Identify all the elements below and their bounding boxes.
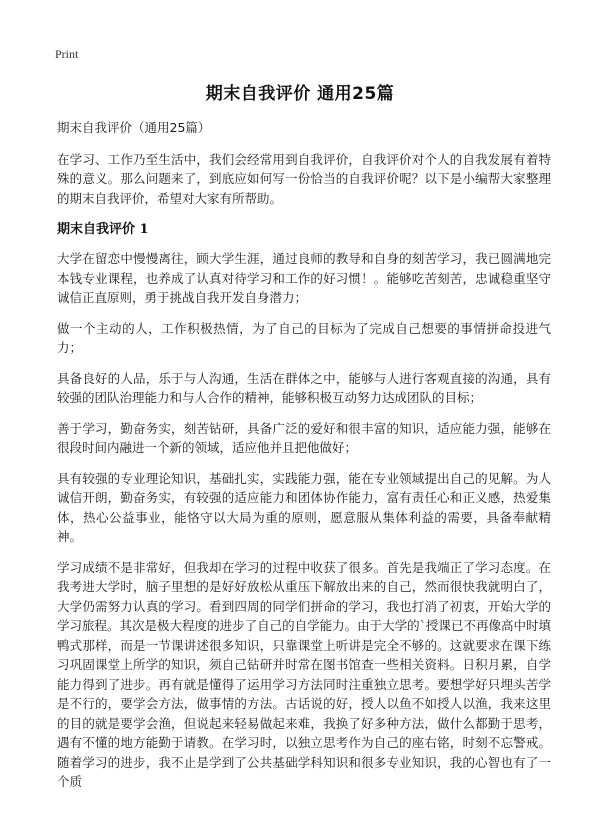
body-paragraph: 做一个主动的人，工作积极热情，为了自己的目标为了完成自己想要的事情拼命投进气力；	[57, 320, 551, 355]
body-paragraph: 具备良好的人品，乐于与人沟通，生活在群体之中，能够与人进行客观直接的沟通，具有较强的团队治理能力和与人合作的精神，能够积极互动努力达成团队的目标；	[57, 370, 551, 405]
body-paragraph: 大学在留恋中慢慢离往，顾大学生涯，通过良师的教导和自身的刻苦学习，我已圆满地完本钱专业课程，也养成了认真对待学习和工作的好习惯！。能够吃苦刻苦，忠诚稳重坚守诚信正直原则，勇于挑战自我开发自身潜力；	[57, 251, 551, 305]
body-paragraph: 善于学习，勤奋务实，刻苦钻研，具备广泛的爱好和很丰富的知识，适应能力强，能够在很段时间内融进一个新的领域，适应他并且把他做好；	[57, 420, 551, 455]
document-subtitle: 期末自我评价（通用25篇）	[57, 120, 211, 135]
intro-paragraph: 在学习、工作乃至生活中，我们会经常用到自我评价，自我评价对个人的自我发展有着特殊的意义。那么问题来了，到底应如何写一份恰当的自我评价呢？以下是小编帮大家整理的期末自我评价，希望对大家有所帮助。	[57, 151, 551, 206]
section-heading: 期末自我评价 1	[57, 222, 149, 237]
body-paragraph: 具有较强的专业理论知识，基础扎实，实践能力强，能在专业领域提出自己的见解。为人诚信开朗，勤奋务实，有较强的适应能力和团体协作能力，富有责任心和正义感，热爱集体，热心公益事业，能恪守以大局为重的原则，愿意服从集体利益的需要，具备奉献精神。	[57, 470, 551, 544]
document-body	[57, 118, 551, 803]
document-title: 期末自我评价 通用25篇	[205, 84, 395, 104]
print-label: Print	[55, 47, 79, 61]
body-paragraph: 学习成绩不是非常好，但我却在学习的过程中收获了很多。首先是我端正了学习态度。在我考进大学时，脑子里想的是好好放松从重压下解放出来的自己，然而很快我就明白了，大学仍需努力认真的学习。看到四周的同学们拼命的学习，我也打消了初衷，开始大学的学习旅程。其次是极大程度的进步了自己的自学能力。由于大学的`授课已不再像高中时填鸭式那样，而是一节课讲述很多知识，只靠课堂上听讲是完全不够的。这就要求在课下练习巩固课堂上所学的知识，须自己钻研并时常在图书馆查一些相关资料。日积月累，自学能力得到了进步。再有就是懂得了运用学习方法同时注重独立思考。要想学好只埋头苦学是不行的，要学会方法，做事情的方法。古话说的好，授人以鱼不如授人以渔，我来这里的目的就是要学会渔，但说起来轻易做起来难，我换了好多种方法，做什么都勤于思考，遇有不懂的地方能勤于请教。在学习时，以独立思考作为自己的座右铭，时刻不忘警戒。随着学习的进步，我不止是学到了公共基础学科知识和很多专业知识，我的心智也有了一个质	[57, 559, 551, 789]
